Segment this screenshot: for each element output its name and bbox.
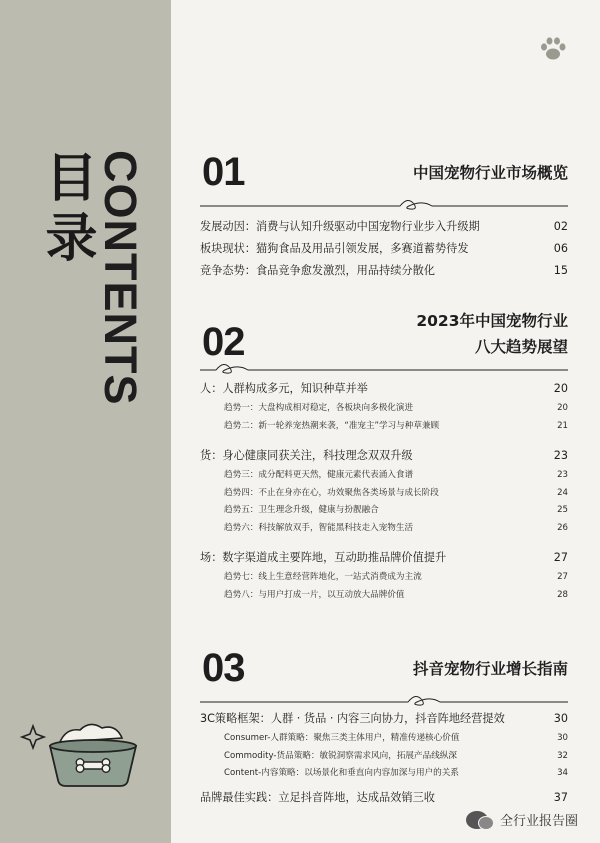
toc-subentry[interactable]: Content-内容策略：以场景化和垂直向内容加深与用户的关系 34 <box>224 768 568 778</box>
section-02 <box>200 308 568 604</box>
toc-entry[interactable]: 竞争态势：食品竞争愈发激烈，用品持续分散化 15 <box>200 264 568 277</box>
section-number: 01 <box>202 150 245 194</box>
toc-subentry[interactable]: 趋势四：不止在身亦在心，功效聚焦各类场景与成长阶段 24 <box>224 487 568 498</box>
toc-entry[interactable]: 板块现状：猫狗食品及用品引领发展，多赛道蓄势待发 06 <box>200 242 568 255</box>
toc-entry[interactable]: 场：数字渠道成主要阵地，互动助推品牌价值提升 27 <box>200 551 568 564</box>
wavy-divider <box>200 362 568 376</box>
toc-entry[interactable]: 货：身心健康同获关注，科技理念双双升级 23 <box>200 449 568 462</box>
section-number: 02 <box>202 320 245 364</box>
toc-subentry[interactable]: 趋势五：卫生理念升级，健康与扮靓融合 25 <box>224 505 568 515</box>
watermark <box>466 810 578 829</box>
section-title: 抖音宠物行业增长指南 <box>412 660 568 678</box>
toc-subentry[interactable]: 趋势六：科技解放双手，智能黑科技走入宠物生活 26 <box>224 522 568 533</box>
wavy-divider <box>200 694 568 708</box>
toc-subentry[interactable]: 趋势二：新一轮养宠热潮来袭，“准宠主”学习与种草兼顾 21 <box>224 420 568 431</box>
toc-entry[interactable]: 人：人群构成多元，知识种草并举 20 <box>200 382 568 395</box>
toc-subentry[interactable]: Consumer-人群策略：聚焦三类主体用户，精准传递核心价值 30 <box>224 733 568 743</box>
watermark-text: 全行业报告圈 <box>499 814 578 829</box>
toc-subentry[interactable]: 趋势七：线上生意经营阵地化，一站式消费成为主流 27 <box>224 572 568 582</box>
toc-entry[interactable]: 3C策略框架：人群 · 货品 · 内容三向协力，抖音阵地经营提效 30 <box>200 712 568 725</box>
toc-entry[interactable]: 发展动因：消费与认知升级驱动中国宠物行业步入升级期 02 <box>200 220 568 233</box>
toc-subentry[interactable]: 趋势一：大盘构成相对稳定，各板块向多极化演进 20 <box>224 403 568 413</box>
pet-bowl-icon <box>20 712 150 792</box>
toc-subentry[interactable]: 趋势八：与用户打成一片，以互动放大品牌价值 28 <box>224 589 568 600</box>
paw-icon <box>538 36 568 62</box>
toc-subentry[interactable]: 趋势三：成分配料更天然，健康元素代表涌入食谱 23 <box>224 470 568 480</box>
section-header <box>200 152 568 212</box>
section-header <box>200 308 568 376</box>
wechat-icon <box>466 811 488 829</box>
toc-subentry[interactable]: Commodity-货品策略：敏锐洞察需求风向，拓展产品线纵深 32 <box>224 750 568 761</box>
contents-title-en: CONTENTS <box>95 150 146 406</box>
section-number: 03 <box>202 646 245 690</box>
section-title: 2023年中国宠物行业 八大趋势展望 <box>416 312 568 356</box>
contents-title-cn: 目录 <box>36 150 96 270</box>
wavy-divider <box>200 198 568 212</box>
section-01 <box>200 152 568 282</box>
section-header <box>200 648 568 708</box>
toc-entry[interactable]: 品牌最佳实践：立足抖音阵地，达成品效销三收 37 <box>200 790 568 804</box>
section-03 <box>200 648 568 809</box>
section-title: 中国宠物行业市场概览 <box>412 164 568 182</box>
